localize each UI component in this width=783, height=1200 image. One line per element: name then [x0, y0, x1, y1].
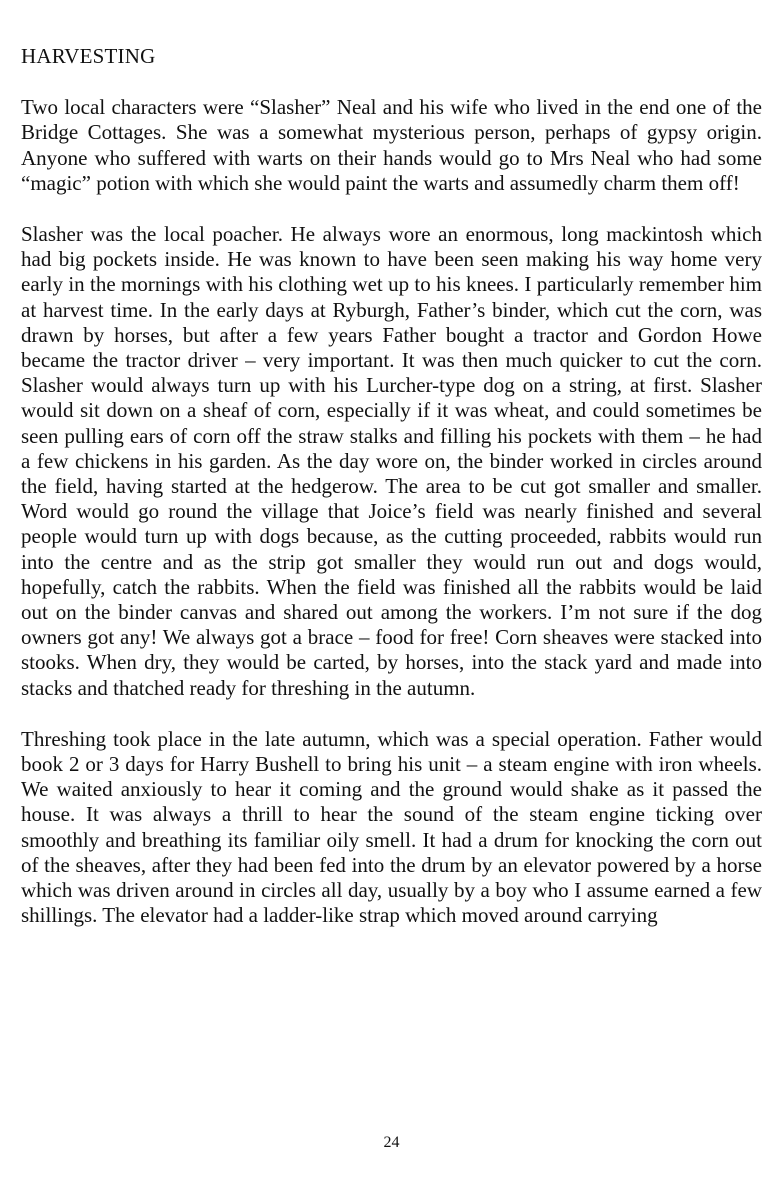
section-heading: HARVESTING: [21, 44, 156, 68]
page-number: 24: [383, 1134, 400, 1151]
paragraph-neals: Two local characters were “Slasher” Neal and his wife who lived in the end one of the Bridge Cottages. She was a somewhat mysterious person, perhaps of gypsy origin. Anyone who suffered with warts on their hands would go to Mrs Neal who had some “magic” potion with which she would paint the warts and assumedly charm them off!: [21, 95, 762, 195]
paragraph-slasher: Slasher was the local poacher. He always wore an enormous, long mackintosh which had big pockets inside. He was known to have been seen making his way home very early in the mornings with his clothing wet up to his knees. I particularly remember him at harvest time. In the early days at Ryburgh, Father’s binder, which cut the corn, was drawn by horses, but after a few years Father bought a tractor and Gordon Howe became the tractor driver – very important. It was then much quicker to cut the corn. Slasher would always turn up with his Lurcher-type dog on a string, at first. Slasher would sit down on a sheaf of corn, especially if it was wheat, and could sometimes be seen pulling ears of corn off the straw stalks and filling his pockets with them – he had a few chickens in his garden. As the day wore on, the binder worked in circles around the field, having started at the hedgerow. The area to be cut got smaller and smaller. Word would go round the village that Joice’s field was nearly finished and several people would turn up with dogs because, as the cutting proceeded, rabbits would run into the centre and as the strip got smaller they would run out and dogs would, hopefully, catch the rabbits. When the field was finished all the rabbits would be laid out on the binder canvas and shared out among the workers. I’m not sure if the dog owners got any! We always got a brace – food for free! Corn sheaves were stacked into stooks. When dry, they would be carted, by horses, into the stack yard and made into stacks and thatched ready for threshing in the autumn.: [21, 222, 762, 700]
paragraph-threshing: Threshing took place in the late autumn, which was a special operation. Father would book 2 or 3 days for Harry Bushell to bring his unit – a steam engine with iron wheels. We waited anxiously to hear it coming and the ground would shake as it passed the house. It was always a thrill to hear the sound of the steam engine ticking over smoothly and breathing its familiar oily smell. It had a drum for knocking the corn out of the sheaves, after they had been fed into the drum by an elevator powered by a horse which was driven around in circles all day, usually by a boy who I assume earned a few shillings. The elevator had a ladder-like strap which moved around carrying: [21, 726, 762, 928]
page-body: [21, 44, 762, 955]
